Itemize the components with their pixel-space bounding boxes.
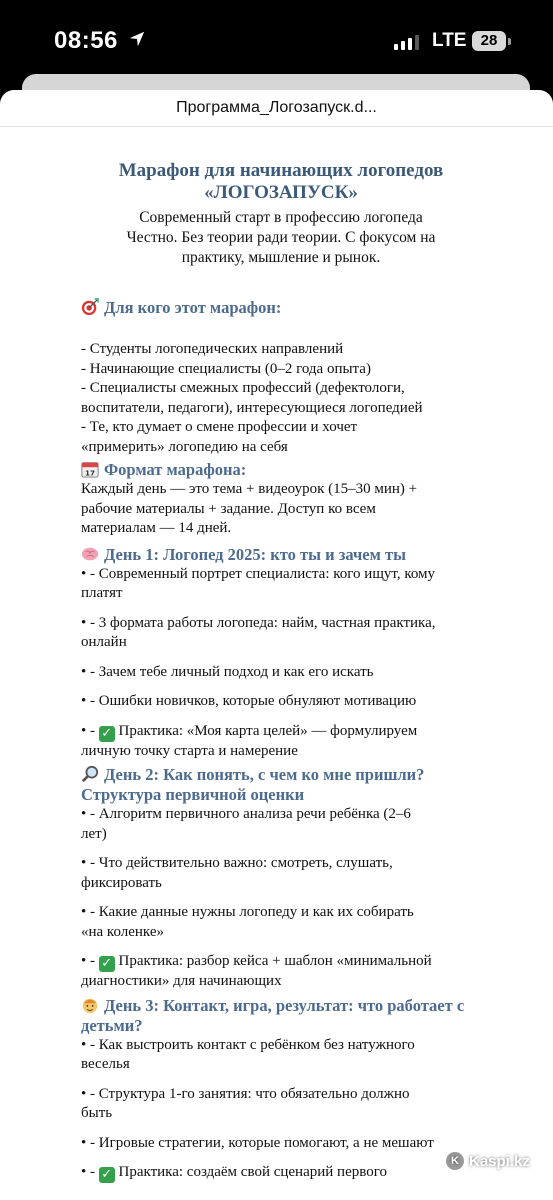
list-item-line: • - 3 формата работы логопеда: найм, частная практика,	[81, 614, 436, 631]
title-line-2: «ЛОГОЗАПУСК»	[204, 182, 358, 203]
list-item-line: • - Зачем тебе личный подход и как его искать	[81, 663, 374, 680]
practice-line	[81, 1163, 481, 1183]
practice-text: Практика: разбор кейса + шаблон «минимальной	[114, 953, 432, 969]
check-icon: ✓	[99, 726, 115, 742]
audience-line: - Те, кто думает о смене профессии и хочет	[81, 419, 358, 435]
battery-icon: 28	[472, 31, 506, 51]
document-title[interactable]: Программа_Логозапуск.d...	[0, 90, 553, 127]
format-line: Каждый день — это тема + видеоурок (15–30 мин) +	[81, 481, 418, 497]
audience-heading-text: Для кого этот марафон:	[104, 298, 282, 317]
subtitle-line-1: Современный старт в профессию логопеда	[139, 209, 423, 226]
practice-item	[81, 722, 481, 762]
list-item-line: «на коленке»	[81, 923, 165, 940]
practice-item	[81, 952, 481, 992]
practice-line	[81, 952, 481, 972]
status-time: 08:56	[54, 27, 118, 54]
watermark-text: Kaspi.kz	[469, 1152, 530, 1170]
day2-heading-line-2: Структура первичной оценки	[81, 785, 305, 804]
network-label: LTE	[432, 30, 467, 51]
format-line: материалам — 14 дней.	[81, 520, 232, 536]
svg-text:17: 17	[84, 468, 96, 478]
list-item-line: лет)	[81, 825, 107, 842]
practice-prefix: • -	[81, 722, 99, 739]
practice-prefix: • -	[81, 953, 99, 969]
day3-heading	[81, 996, 481, 1016]
audience-line: - Студенты логопедических направлений	[81, 341, 344, 357]
list-item-line: • - Современный портрет специалиста: кого ищут, кому	[81, 565, 436, 582]
audience-list	[81, 340, 481, 457]
practice-line: личную точку старта и намерение	[81, 742, 298, 759]
list-item-line: • - Алгоритм первичного анализа речи ребёнка (2–6	[81, 806, 411, 822]
list-item	[81, 1036, 481, 1075]
calendar-icon	[81, 460, 99, 478]
list-item-line: • - Как выстроить контакт с ребёнком без натужного	[81, 1036, 415, 1053]
list-item-line: • - Ошибки новичков, которые обнуляют мотивацию	[81, 693, 417, 709]
check-icon: ✓	[99, 1167, 115, 1183]
document-content	[81, 160, 481, 1193]
battery-tip	[508, 38, 511, 45]
list-item	[81, 903, 481, 942]
signal-icon	[394, 34, 419, 50]
list-item	[81, 1085, 481, 1124]
watermark	[446, 1152, 530, 1170]
list-item-line: • - Какие данные нужны логопеду и как их собирать	[81, 904, 414, 920]
magnifier-icon	[81, 765, 99, 783]
list-item	[81, 614, 481, 653]
list-item-line: платят	[81, 585, 123, 601]
list-item	[81, 854, 481, 893]
list-item-line: быть	[81, 1105, 113, 1121]
list-item-line: • - Игровые стратегии, которые помогают, а не мешают	[81, 1134, 434, 1151]
target-icon	[81, 298, 99, 316]
day2-heading-text: День 2: Как понять, с чем ко мне пришли?	[104, 765, 425, 784]
audience-line: воспитатели, педагоги), интересующиеся логопедией	[81, 399, 423, 416]
kaspi-logo-icon: K	[446, 1152, 464, 1170]
location-arrow-icon	[128, 30, 146, 48]
format-heading	[81, 460, 481, 480]
child-icon	[81, 996, 99, 1014]
practice-line: диагностики» для начинающих	[81, 973, 282, 989]
subtitle-line-3: практику, мышление и рынок.	[181, 249, 381, 266]
list-item	[81, 1134, 481, 1154]
list-item-line: • - Что действительно важно: смотреть, слушать,	[81, 855, 393, 871]
day2-heading	[81, 765, 481, 785]
day1-heading	[81, 545, 481, 565]
format-line: рабочие материалы + задание. Доступ ко всем	[81, 500, 376, 517]
title-line-1: Марафон для начинающих логопедов	[118, 160, 444, 181]
practice-prefix: • -	[81, 1164, 99, 1180]
list-item-line: веселья	[81, 1056, 130, 1072]
audience-line: «примерить» логопедию на себя	[81, 438, 288, 455]
audience-line: - Специалисты смежных профессий (дефектологи,	[81, 380, 405, 396]
day3-heading-line-2: детьми?	[81, 1015, 143, 1035]
list-item	[81, 663, 481, 683]
format-heading-text: Формат марафона:	[104, 460, 247, 479]
status-bar	[0, 0, 553, 82]
practice-item	[81, 1163, 481, 1183]
list-item	[81, 805, 481, 844]
list-item	[81, 565, 481, 604]
list-item-line: фиксировать	[81, 874, 162, 891]
list-item-line: • - Структура 1-го занятия: что обязательно должно	[81, 1085, 410, 1102]
document-viewer[interactable]	[0, 90, 553, 1200]
list-item-line: онлайн	[81, 634, 127, 650]
audience-heading	[81, 298, 481, 318]
practice-line	[81, 722, 481, 742]
practice-text: Практика: «Моя карта целей» — формулируем	[114, 722, 418, 739]
audience-line: - Начинающие специалисты (0–2 года опыта)	[81, 360, 371, 377]
day1-heading-text: День 1: Логопед 2025: кто ты и зачем ты	[104, 544, 406, 564]
day3-heading-text: День 3: Контакт, игра, результат: что работает с	[104, 995, 465, 1015]
brain-icon	[81, 545, 99, 563]
check-icon: ✓	[99, 956, 115, 972]
subtitle-line-2: Честно. Без теории ради теории. С фокусом на	[126, 229, 436, 246]
list-item	[81, 692, 481, 712]
practice-text: Практика: создаём свой сценарий первого	[114, 1164, 387, 1180]
